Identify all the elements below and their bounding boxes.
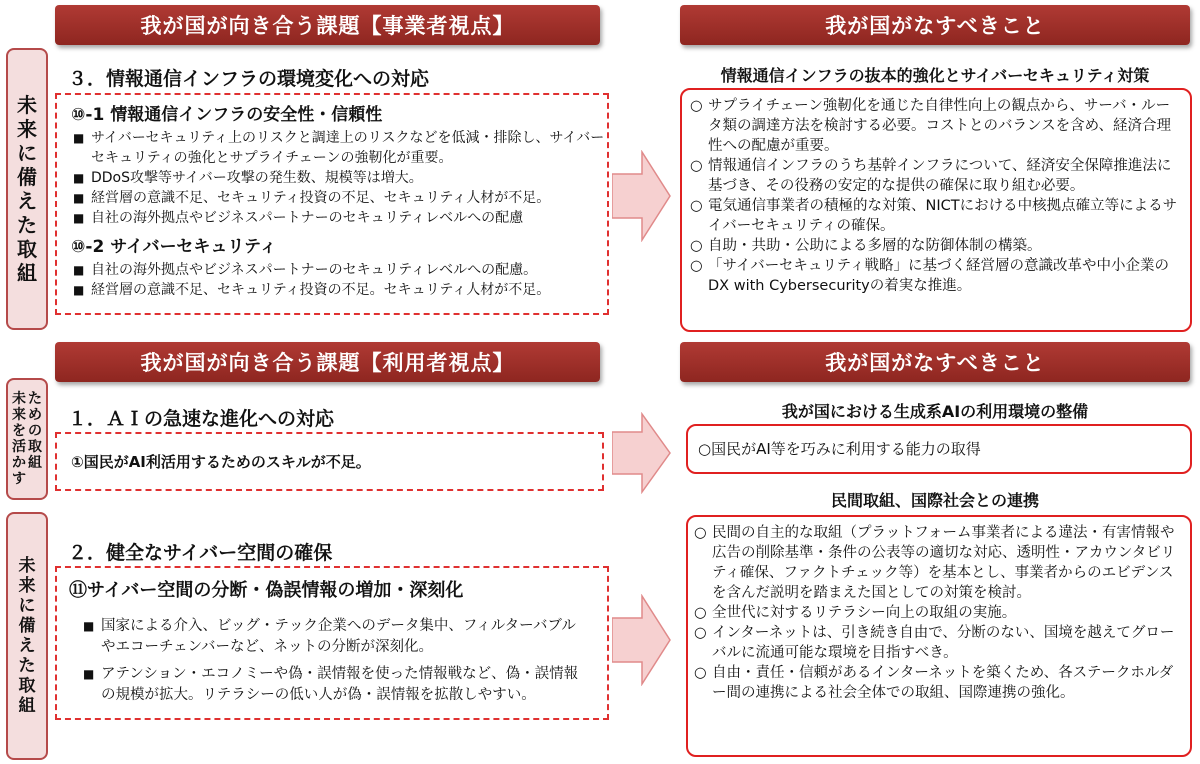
sub-heading-cybersecurity: ⑩-2 サイバーセキュリティ bbox=[71, 237, 277, 257]
right-arrow-icon bbox=[612, 150, 672, 242]
list-item: ○ 民間の自主的な取組（プラットフォーム事業者による違法・有害情報や広告の削除基準・条件の公表等の適切な対応、透明性・アカウンタビリティ確保、ファクトチェック等）を基本とし、事業者からのエビデンスを含んだ説明を踏まえた国としての対策を検討。 bbox=[694, 525, 1176, 601]
list-item: ■ アテンション・エコノミーや偽・誤情報を使った情報戦など、偽・誤情報の規模が拡大。リテラシーの低い人が偽・誤情報を拡散しやすい。 bbox=[83, 666, 579, 703]
list-item: ■ 経営層の意識不足、セキュリティ投資の不足。セキュリティ人材が不足。 bbox=[73, 282, 551, 298]
sub-heading-cyber-division: ⑪サイバー空間の分断・偽誤情報の増加・深刻化 bbox=[69, 580, 464, 601]
section2-right-heading: 我が国における生成系AIの利用環境の整備 bbox=[781, 402, 1089, 421]
section3-action-box bbox=[686, 515, 1192, 757]
list-item: ○ 「サイバーセキュリティ戦略」に基づく経営層の意識改革や中小企業のDX with Cybersecurityの着実な推進。 bbox=[690, 258, 1169, 294]
list-item: ○ 自由・責任・信頼があるインターネットを築くため、各ステークホルダー間の連携による社会全体での取組、国際連携の強化。 bbox=[694, 665, 1174, 701]
right-arrow-icon bbox=[612, 412, 672, 494]
list-item: ■ 経営層の意識不足、セキュリティ投資の不足、セキュリティ人材が不足。 bbox=[73, 190, 551, 206]
section1-heading: ３．情報通信インフラの環境変化への対応 bbox=[68, 68, 430, 90]
side-label-future-prep-1: 未来に備えた取組 bbox=[6, 48, 48, 330]
side-label-future-prep-2: 未来に備えた取組 bbox=[6, 512, 48, 760]
sub-heading-infra-safety: ⑩-1 情報通信インフラの安全性・信頼性 bbox=[71, 105, 383, 125]
section3-right-heading: 民間取組、国際社会との連携 bbox=[830, 491, 1039, 510]
ai-ability-item: ○国民がAI等を巧みに利用する能力の取得 bbox=[698, 440, 981, 458]
section1-action-box bbox=[680, 88, 1192, 332]
right-arrow-icon bbox=[612, 594, 672, 686]
section2-heading: １．ＡＩの急速な進化への対応 bbox=[68, 408, 335, 430]
list-item: ■ サイバーセキュリティ上のリスクと調達上のリスクなどを低減・排除し、サイバーセキュリティの強化とサプライチェーンの強靭化が重要。 bbox=[73, 130, 605, 166]
section3-heading: ２．健全なサイバー空間の確保 bbox=[68, 542, 333, 564]
section2-issue-box bbox=[55, 432, 604, 491]
list-item: ○ インターネットは、引き続き自由で、分断のない、国境を越えてグローバルに流通可能な環境を目指すべき。 bbox=[694, 625, 1175, 661]
list-item: ■ 自社の海外拠点やビジネスパートナーのセキュリティレベルへの配慮 bbox=[73, 210, 524, 226]
list-item: ■ DDoS攻撃等サイバー攻撃の発生数、規模等は増大。 bbox=[73, 170, 423, 186]
section1-right-banner: 我が国がなすべきこと bbox=[680, 5, 1190, 45]
section1-right-heading: 情報通信インフラの抜本的強化とサイバーセキュリティ対策 bbox=[720, 66, 1150, 85]
section2-left-banner: 我が国が向き合う課題【利用者視点】 bbox=[55, 342, 600, 382]
section3-issue-box bbox=[55, 566, 609, 720]
list-item: ○ 自助・共助・公助による多層的な防御体制の構築。 bbox=[690, 238, 1042, 254]
list-item: ■ 国家による介入、ビッグ・テック企業へのデータ集中、フィルターバブルやエコーチェンバーなど、ネットの分断が深刻化。 bbox=[83, 618, 576, 655]
ai-skill-issue: ①国民がAI利活用するためのスキルが不足。 bbox=[71, 453, 371, 471]
section2-right-banner: 我が国がなすべきこと bbox=[680, 342, 1190, 382]
section2-action-box bbox=[686, 424, 1192, 474]
section1-issue-box bbox=[55, 93, 609, 315]
list-item: ■ 自社の海外拠点やビジネスパートナーのセキュリティレベルへの配慮。 bbox=[73, 262, 538, 278]
side-label-future-utilize: 未来を活かす ための取組 bbox=[6, 378, 48, 500]
list-item: ○ 全世代に対するリテラシー向上の取組の実施。 bbox=[694, 605, 1017, 621]
list-item: ○ 電気通信事業者の積極的な対策、NICTにおける中核拠点確立等によるサイバーセキュリティの確保。 bbox=[690, 198, 1178, 234]
section1-left-banner: 我が国が向き合う課題【事業者視点】 bbox=[55, 5, 600, 45]
list-item: ○ 情報通信インフラのうち基幹インフラについて、経済安全保障推進法に基づき、その役務の安定的な提供の確保に取り組む必要。 bbox=[690, 158, 1172, 194]
list-item: ○ サプライチェーン強靭化を通じた自律性向上の観点から、サーバ・ルータ類の調達方法を検討する必要。コストとのバランスを含め、経済合理性への配慮が重要。 bbox=[690, 98, 1171, 154]
